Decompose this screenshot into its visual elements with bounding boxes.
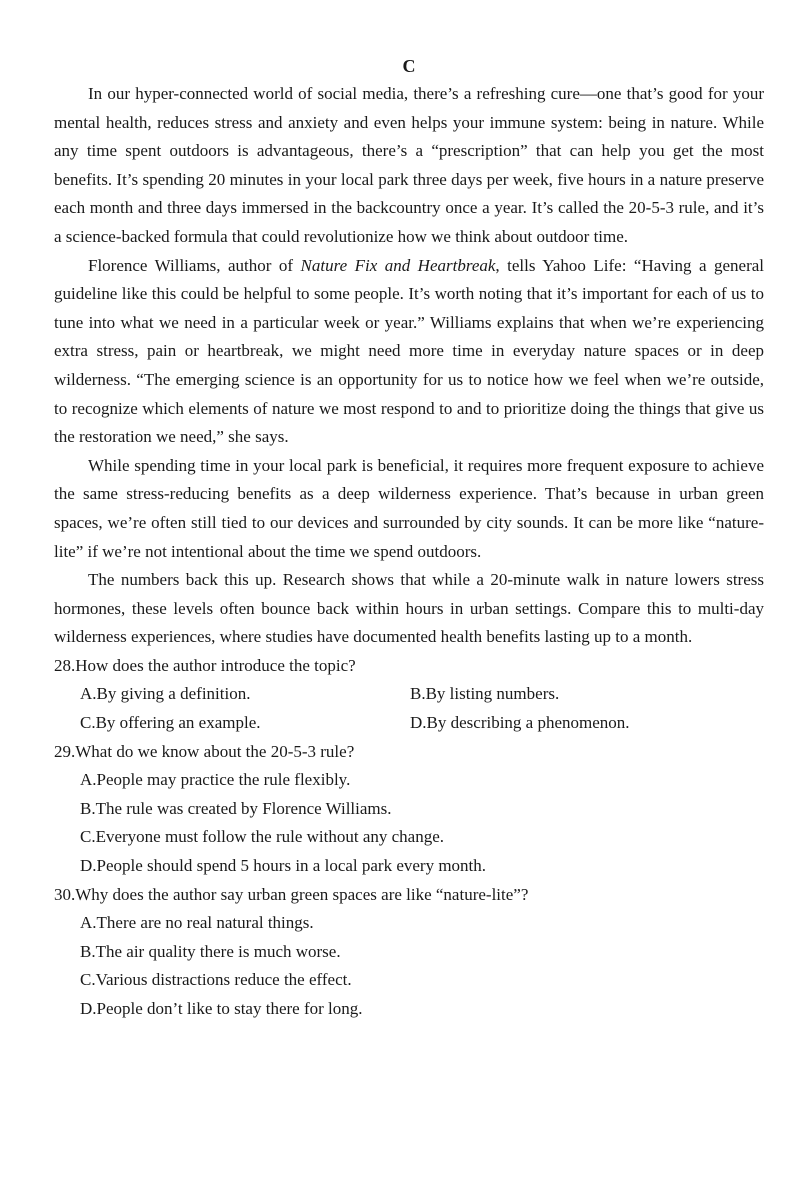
paragraph-2-start: Florence Williams, author of	[88, 255, 301, 275]
option-b: B.By listing numbers.	[410, 684, 560, 704]
option-c: C.Various distractions reduce the effect.	[80, 970, 352, 990]
section-title: C	[402, 56, 416, 76]
option-row	[80, 680, 764, 709]
book-title: Nature Fix and Heartbreak	[300, 255, 496, 275]
option-a: A.By giving a definition.	[80, 684, 251, 704]
paragraph-4: The numbers back this up. Research shows that while a 20-minute walk in nature lowers stress hormones, these levels often bounce back within hours in urban settings. Compare this to multi-day wilderness experiences, where studies have documented health benefits lasting up to a month.	[54, 570, 764, 647]
question-options	[54, 909, 764, 1023]
question-stem: 30.Why does the author say urban green spaces are like “nature-lite”?	[54, 884, 529, 904]
paragraph-2-rest: , tells Yahoo Life: “Having a general guideline like this could be helpful to some people. It’s worth noting that it’s important for each of us to tune into what we need in a particular week or year.” Williams explains that when we’re experiencing extra stress, pain or heartbreak, we might need more time in everyday nature spaces or in deep wilderness. “The emerging science is an opportunity for us to notice how we feel when we’re outside, to recognize which elements of nature we most respond to and to prioritize doing the things that give us the restoration we need,” she says.	[54, 255, 764, 447]
question-options	[54, 766, 764, 880]
option-d: D.People should spend 5 hours in a local park every month.	[80, 856, 487, 876]
option-c: C.Everyone must follow the rule without any change.	[80, 827, 444, 847]
option-c: C.By offering an example.	[80, 713, 261, 733]
question-options	[54, 680, 764, 737]
option-d: D.By describing a phenomenon.	[410, 713, 630, 733]
option-a: A.People may practice the rule flexibly.	[80, 770, 351, 790]
paragraph-1: In our hyper-connected world of social media, there’s a refreshing cure—one that’s good for your mental health, reduces stress and anxiety and even helps your immune system: being in nature. While any time spent outdoors is advantageous, there’s a “prescription” that can help you get the most benefits. It’s spending 20 minutes in your local park three days per week, five hours in a nature preserve each month and three days immersed in the backcountry once a year. It’s called the 20-5-3 rule, and it’s a science-backed formula that could revolutionize how we think about outdoor time.	[54, 84, 764, 246]
question-28	[54, 652, 764, 738]
option-d: D.People don’t like to stay there for long.	[80, 999, 363, 1018]
option-a: A.There are no real natural things.	[80, 913, 314, 933]
option-row	[80, 709, 764, 738]
paragraph-3: While spending time in your local park is beneficial, it requires more frequent exposure to achieve the same stress-reducing benefits as a deep wilderness experience. That’s because in urban green spaces, we’re often still tied to our devices and surrounded by city sounds. It can be more like “nature-lite” if we’re not intentional about the time we spend outdoors.	[54, 455, 764, 561]
question-29	[54, 738, 764, 881]
question-30	[54, 881, 764, 1024]
option-b: B.The air quality there is much worse.	[80, 941, 341, 961]
question-stem: 28.How does the author introduce the topic?	[54, 655, 356, 675]
question-stem: 29.What do we know about the 20-5-3 rule?	[54, 741, 355, 761]
document-page	[54, 52, 764, 1024]
passage	[54, 80, 764, 652]
questions	[54, 652, 764, 1024]
paragraph-2	[54, 252, 764, 452]
option-b: B.The rule was created by Florence Williams.	[80, 798, 392, 818]
